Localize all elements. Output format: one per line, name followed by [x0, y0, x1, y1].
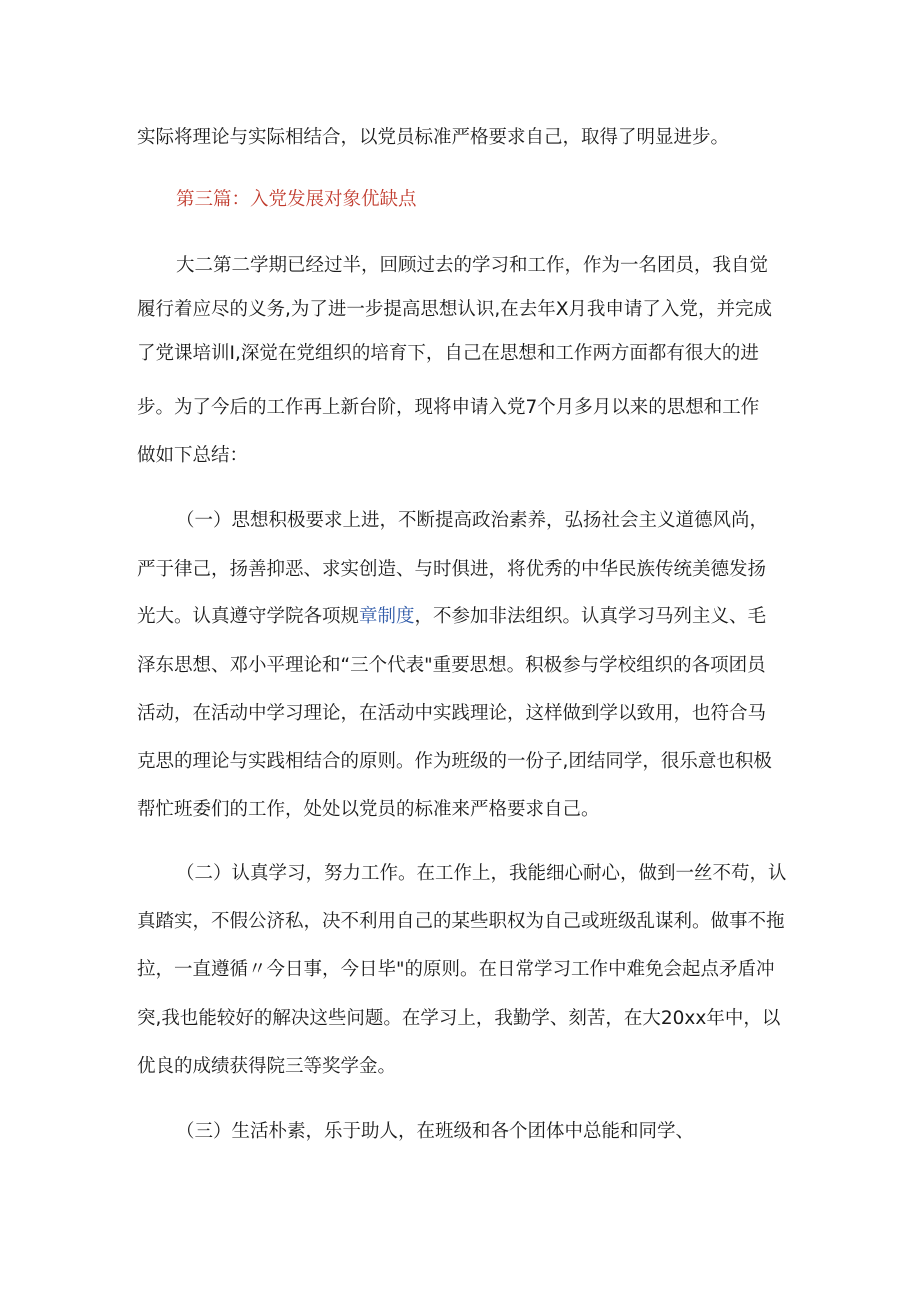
paragraph-1-line-2: 履行着应尽的义务,为了进一步提高思想认识,在去年X月我申请了入党，并完成 [137, 299, 772, 320]
paragraph-4-line-1: （三）生活朴素，乐于助人，在班级和各个团体中总能和同学、 [176, 1121, 695, 1142]
paragraph-1-line-4: 步。为了今后的工作再上新台阶，现将申请入党7个月多月以来的思想和工作 [137, 397, 760, 418]
section-heading: 第三篇：入党发展对象优缺点 [176, 189, 417, 210]
paragraph-2-line-5: 活动，在活动中学习理论，在活动中实践理论，这样做到学以致用，也符合马 [137, 703, 767, 724]
paragraph-1-line-1: 大二第二学期已经过半，回顾过去的学习和工作，作为一名团员，我自觉 [176, 255, 769, 276]
paragraph-3-line-1: （二）认真学习，努力工作。在工作上，我能细心耐心，做到一丝不苟，认 [176, 863, 787, 884]
paragraph-3-line-3: 拉，一直遵循〃今日事，今日毕"的原则。在日常学习工作中难免会起点矛盾冲 [137, 959, 775, 980]
paragraph-2-line-6: 克思的理论与实践相结合的原则。作为班级的一份子,团结同学，很乐意也积极 [137, 751, 772, 772]
paragraph-2-line-3-after: ，不参加非法组织。认真学习马列主义、毛 [414, 606, 767, 627]
regulations-link[interactable]: 章制度 [359, 606, 415, 627]
paragraph-2-line-7: 帮忙班委们的工作，处处以党员的标准来严格要求自己。 [137, 799, 600, 820]
paragraph-3-line-5: 优良的成绩获得院三等奖学金。 [137, 1056, 397, 1077]
intro-line: 实际将理论与实际相结合，以党员标准严格要求自己，取得了明显进步。 [137, 127, 730, 148]
paragraph-1-line-5: 做如下总结： [137, 445, 249, 466]
paragraph-2-line-4: 泽东思想、邓小平理论和“三个代表"重要思想。积极参与学校组织的各项团员 [137, 655, 766, 676]
paragraph-2-line-2: 严于律己，扬善抑恶、求实创造、与时俱进，将优秀的中华民族传统美德发扬 [137, 559, 767, 580]
paragraph-2-line-1: （一）思想积极要求上进，不断提高政治素养，弘扬社会主义道德风尚， [176, 510, 769, 531]
paragraph-2-line-3-before: 光大。认真遵守学院各项规 [137, 606, 360, 627]
paragraph-3-line-2: 真踏实，不假公济私，决不利用自己的某些职权为自己或班级乱谋利。做事不拖 [137, 911, 785, 932]
paragraph-3-line-4: 突,我也能较好的解决这些问题。在学习上，我勤学、刻苦，在大20xx年中，以 [137, 1008, 781, 1029]
paragraph-1-line-3: 了党课培训I,深觉在党组织的培育下，自己在思想和工作两方面都有很大的进 [137, 343, 759, 364]
paragraph-2-line-3 [137, 605, 766, 629]
